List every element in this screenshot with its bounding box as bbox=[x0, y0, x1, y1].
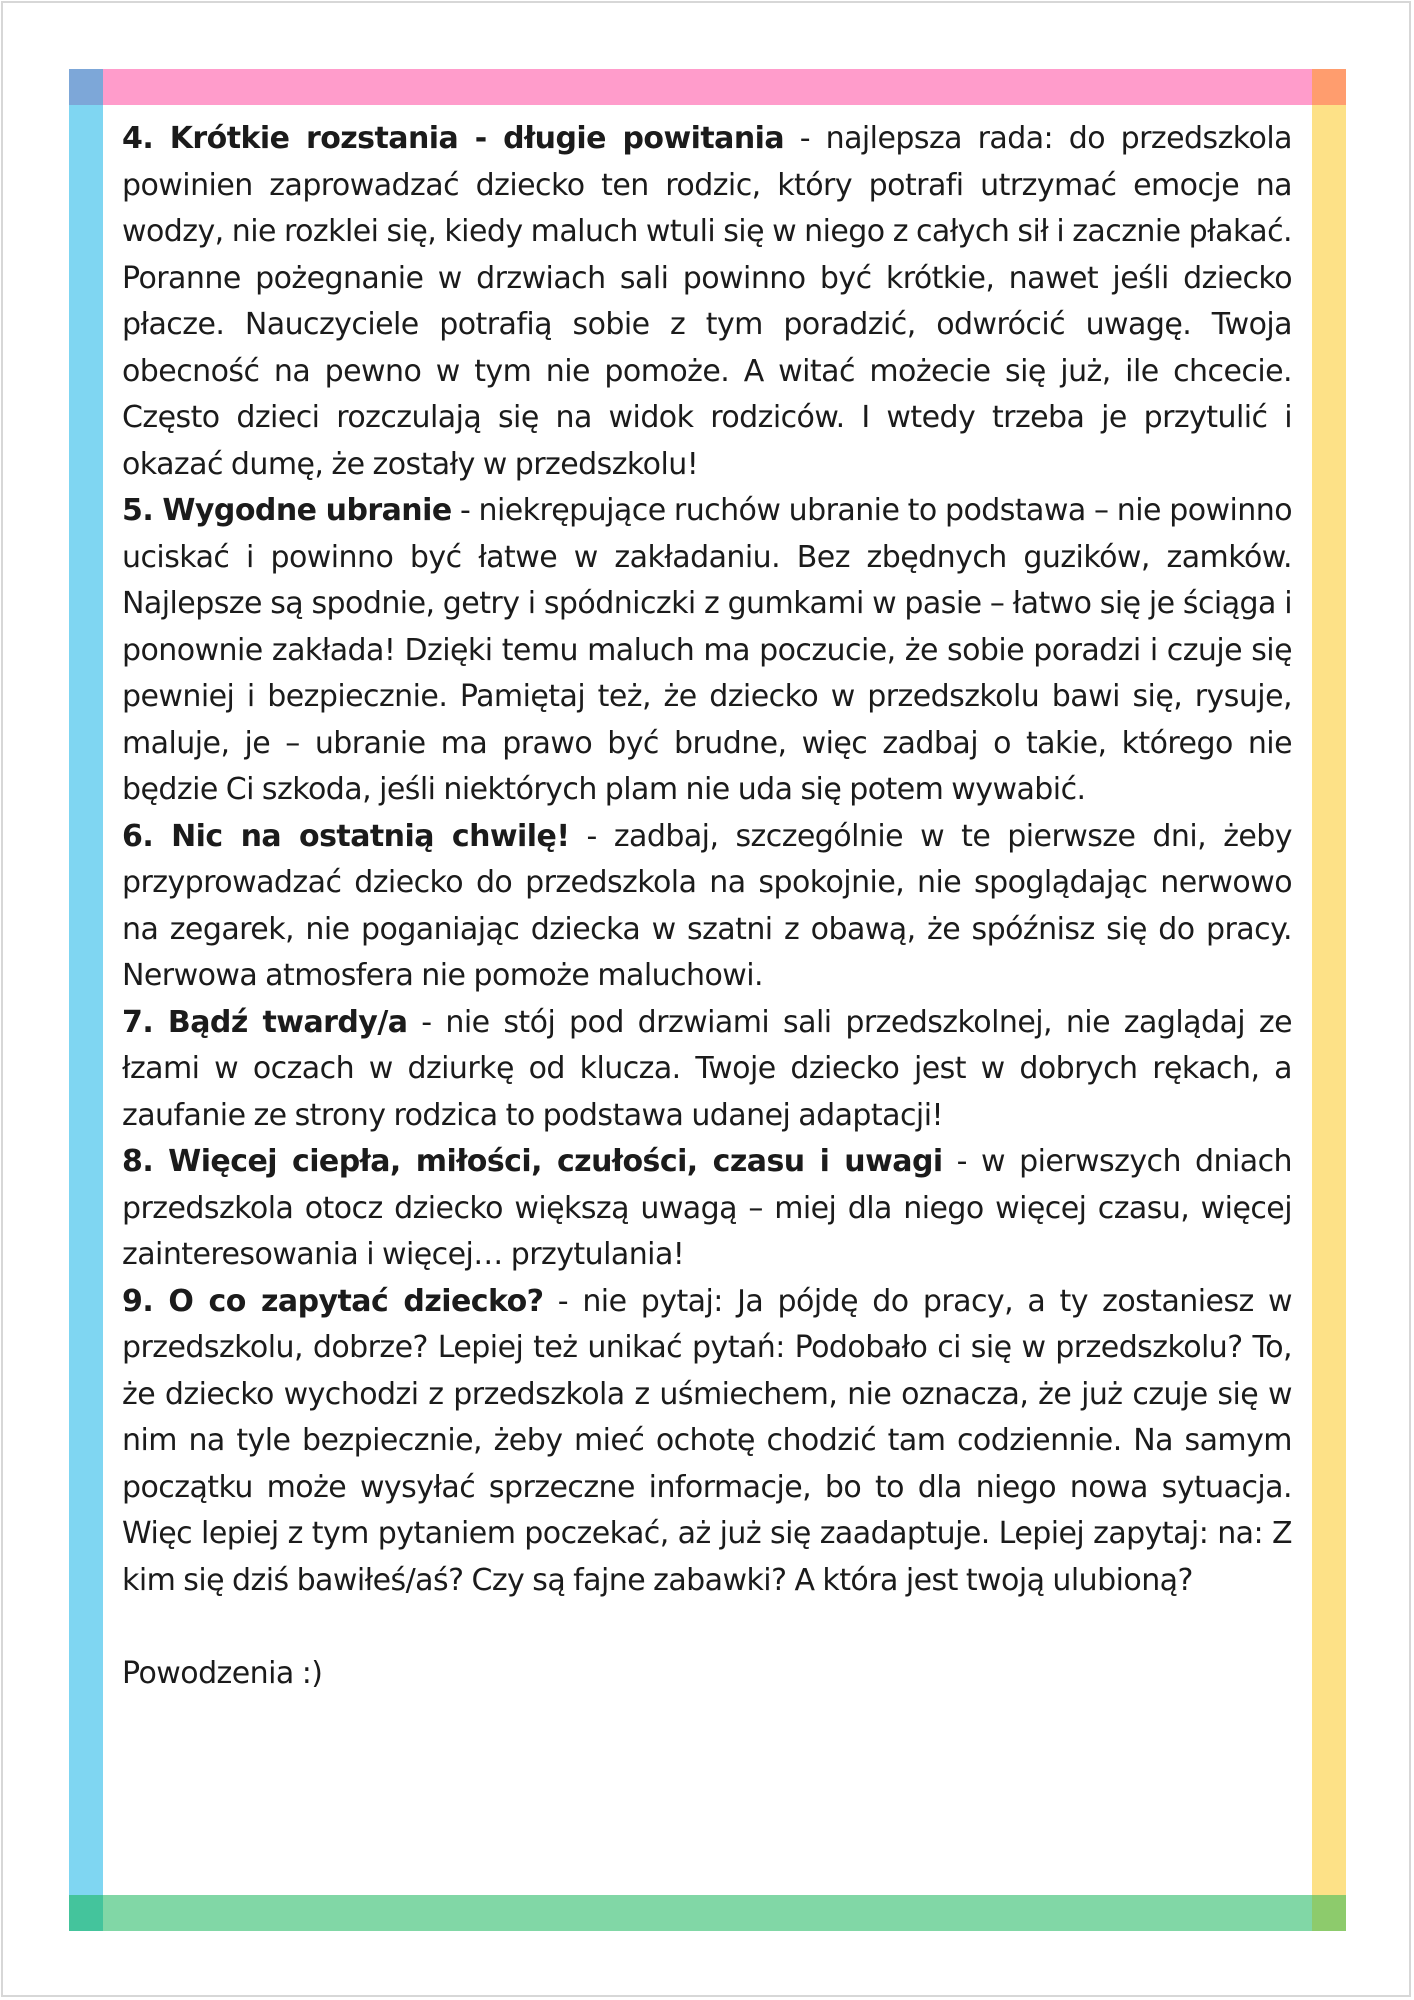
frame-corner-top-left bbox=[69, 69, 103, 105]
frame-bottom-bar bbox=[103, 1895, 1312, 1931]
frame-corner-top-right bbox=[1312, 69, 1346, 105]
tip-text: - zadbaj, szczególnie w te pierwsze dni, żeby przyprowadzać dziecko do przedszkola na spokojnie, nie spoglądając nerwowo na zegarek, nie poganiając dziecka w szatni z obawą, że spóźnisz się do pracy. Nerwowa atmosfera nie pomoże maluchowi. bbox=[122, 818, 1292, 993]
tip-5 bbox=[122, 488, 1292, 814]
tip-8 bbox=[122, 1139, 1292, 1279]
tip-heading: 7. Bądź twardy/a bbox=[122, 1004, 408, 1040]
document-body bbox=[122, 116, 1292, 1697]
blank-line bbox=[122, 1604, 1292, 1651]
frame-right-bar bbox=[1312, 105, 1346, 1895]
tip-9 bbox=[122, 1279, 1292, 1605]
tip-text: - nie pytaj: Ja pójdę do pracy, a ty zostaniesz w przedszkolu, dobrze? Lepiej też unikać pytań: Podobało ci się w przedszkolu? To, że dziecko wychodzi z przedszkola z uśmiechem, nie oznacza, że już czuje się w nim na tyle bezpiecznie, żeby mieć ochotę chodzić tam codziennie. Na samym początku może wysyłać sprzeczne informacje, bo to dla niego nowa sytuacja. Więc lepiej z tym pytaniem poczekać, aż już się zaadaptuje. Lepiej zapytaj: na: Z kim się dziś bawiłeś/aś? Czy są fajne zabawki? A która jest twoją ulubioną? bbox=[122, 1283, 1292, 1598]
tip-heading: 4. Krótkie rozstania - długie powitania bbox=[122, 121, 785, 156]
frame-corner-bottom-right bbox=[1312, 1895, 1346, 1931]
frame-top-bar bbox=[103, 69, 1312, 105]
tip-6 bbox=[122, 814, 1292, 1000]
frame-left-bar bbox=[69, 105, 103, 1895]
tip-text: - w pierwszych dniach przedszkola otocz dziecko większą uwagą – miej dla niego więcej czasu, więcej zainteresowania i więcej… przytulania! bbox=[122, 1144, 1292, 1272]
tip-4 bbox=[122, 116, 1292, 488]
tip-text: - najlepsza rada: do przedszkola powinien zaprowadzać dziecko ten rodzic, który potrafi utrzymać emocje na wodzy, nie rozklei się, kiedy maluch wtuli się w niego z całych sił i zacznie płakać. Poranne pożegnanie w drzwiach sali powinno być krótkie, nawet jeśli dziecko płacze. Nauczyciele potrafią sobie z tym poradzić, odwrócić uwagę. Twoja obecność na pewno w tym nie pomoże. A witać możecie się już, ile chcecie. Często dzieci rozczulają się na widok rodziców. I wtedy trzeba je przytulić i okazać dumę, że zostały w przedszkolu! bbox=[122, 121, 1292, 482]
frame-corner-bottom-left bbox=[69, 1895, 103, 1931]
tip-text: - nie stój pod drzwiami sali przedszkolnej, nie zaglądaj ze łzami w oczach w dziurkę od klucza. Twoje dziecko jest w dobrych rękach, a zaufanie ze strony rodzica to podstawa udanej adaptacji! bbox=[122, 1004, 1292, 1133]
tip-heading: 8. Więcej ciepła, miłości, czułości, czasu i uwagi bbox=[122, 1144, 943, 1179]
tip-text: - niekrępujące ruchów ubranie to podstawa – nie powinno uciskać i powinno być łatwe w zakładaniu. Bez zbędnych guzików, zamków. Najlepsze są spodnie, getry i spódniczki z gumkami w pasie – łatwo się je ściąga i ponownie zakłada! Dzięki temu maluch ma poczucie, że sobie poradzi i czuje się pewniej i bezpiecznie. Pamiętaj też, że dziecko w przedszkolu bawi się, rysuje, maluje, je – ubranie ma prawo być brudne, więc zadbaj o takie, którego nie będzie Ci szkoda, jeśli niektórych plam nie uda się potem wywabić. bbox=[122, 493, 1293, 807]
closing-line: Powodzenia :) bbox=[122, 1655, 323, 1691]
tip-heading: 5. Wygodne ubranie bbox=[122, 493, 452, 528]
tip-heading: 9. O co zapytać dziecko? bbox=[122, 1283, 544, 1319]
tip-7 bbox=[122, 1000, 1292, 1140]
tip-heading: 6. Nic na ostatnią chwilę! bbox=[122, 818, 570, 854]
